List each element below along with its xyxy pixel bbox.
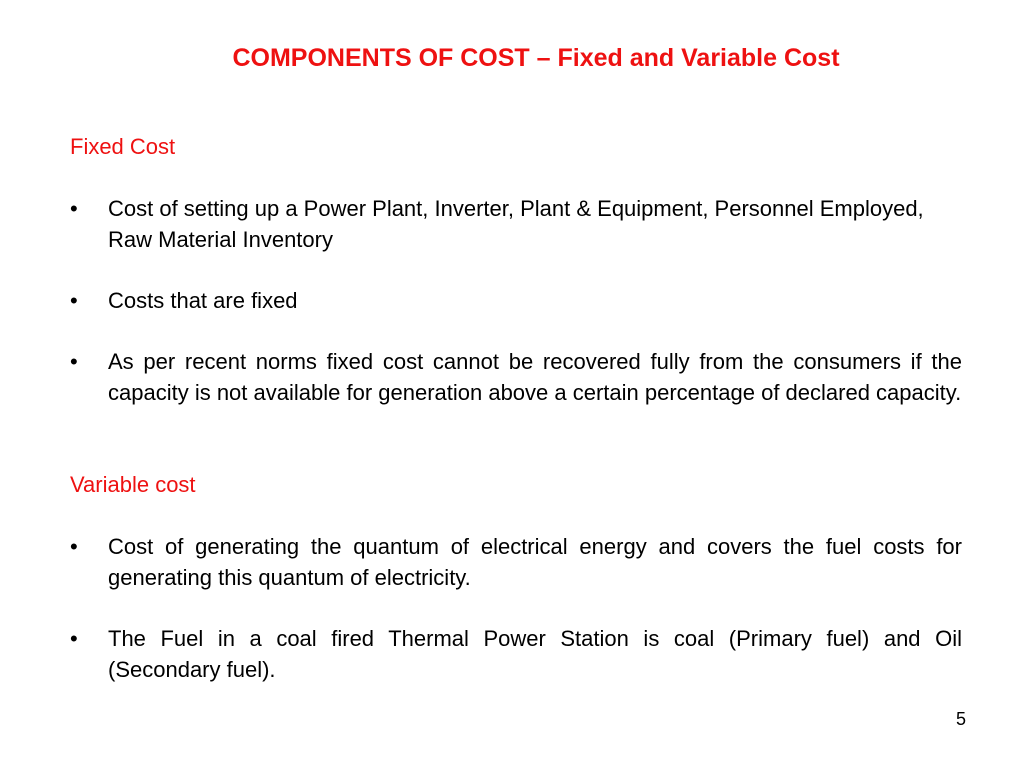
bullet-text: Cost of generating the quantum of electrical energy and covers the fuel costs for generating this quantum of electricity. <box>108 534 962 590</box>
bullet-text: Costs that are fixed <box>108 288 298 313</box>
slide-title: COMPONENTS OF COST – Fixed and Variable Cost <box>232 44 840 72</box>
section-heading-fixed-cost: Fixed Cost <box>70 134 176 159</box>
bullet-text: As per recent norms fixed cost cannot be recovered fully from the consumers if the capacity is not available for generation above a certain percentage of declared capacity. <box>108 349 962 405</box>
bullet-icon: • <box>70 534 78 559</box>
bullet-text: The Fuel in a coal fired Thermal Power Station is coal (Primary fuel) and Oil (Secondary fuel). <box>108 626 962 682</box>
bullet-icon: • <box>70 196 78 221</box>
bullet-icon: • <box>70 349 78 374</box>
section-heading-variable-cost: Variable cost <box>70 472 196 497</box>
bullet-icon: • <box>70 626 78 651</box>
page-number: 5 <box>955 709 966 729</box>
bullet-icon: • <box>70 288 78 313</box>
bullet-text: Cost of setting up a Power Plant, Inverter, Plant & Equipment, Personnel Employed, Raw Material Inventory <box>108 196 924 252</box>
